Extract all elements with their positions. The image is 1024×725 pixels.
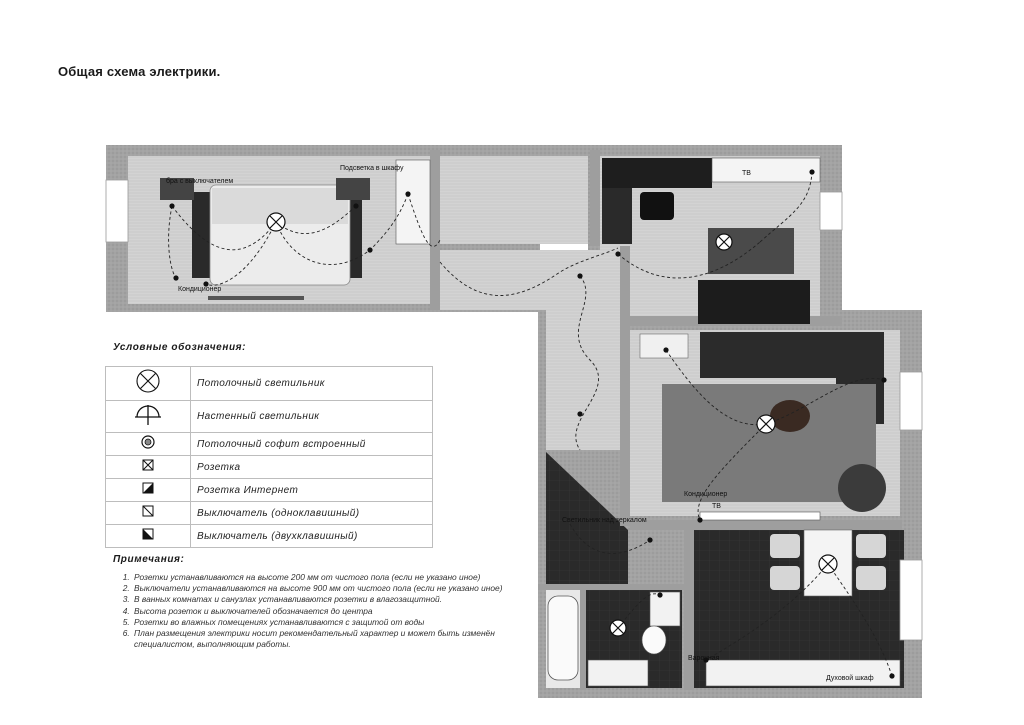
socket-icon <box>809 169 814 174</box>
note-item: 5. Розетки во влажных помещениях устанавливаются с защитой от воды <box>132 617 527 628</box>
socket-icon <box>663 347 668 352</box>
label-wardrobe-light: Подсветка в шкафу <box>340 165 404 172</box>
legend-label: Потолочный софит встроенный <box>191 433 433 456</box>
legend-title: Условные обозначения: <box>113 342 247 353</box>
wall-light-icon <box>133 401 163 427</box>
internet-socket-icon <box>141 481 155 495</box>
door-opening <box>540 244 588 250</box>
legend-label: Потолочный светильник <box>191 367 433 401</box>
plant <box>838 464 886 512</box>
legend-row <box>106 479 433 502</box>
bedside-right <box>336 178 370 200</box>
tv-unit-living <box>700 512 820 520</box>
socket-icon <box>889 673 894 678</box>
desk <box>602 158 712 188</box>
legend-row <box>106 502 433 525</box>
toilet <box>642 626 666 654</box>
legend-row <box>106 401 433 433</box>
legend-row <box>106 433 433 456</box>
sofa-study <box>698 280 810 324</box>
label-tv-study: ТВ <box>742 170 751 177</box>
socket-icon <box>141 458 155 472</box>
wardrobe <box>396 160 430 244</box>
note-item: 1. Розетки устанавливаются на высоте 200 мм от чистого пола (если не указано иное) <box>132 572 527 583</box>
socket-icon <box>697 517 702 522</box>
label-hall-light: Светильник над зеркалом <box>562 517 647 524</box>
ceiling-light-icon <box>133 367 163 395</box>
legend-row <box>106 456 433 479</box>
bedroom-radiator <box>208 296 304 300</box>
coffee-table <box>770 400 810 432</box>
label-washer: Варочная <box>688 655 720 662</box>
socket-icon <box>615 251 620 256</box>
label-oven: Духовой шкаф <box>826 675 874 682</box>
kitchen-counter <box>706 660 900 686</box>
note-item: 3. В ванных комнатах и санузлах устанавливаются розетки в влагозащитной. <box>132 594 527 605</box>
legend-label: Розетка Интернет <box>191 479 433 502</box>
note-item: 6. План размещения электрики носит рекомендательный характер и может быть изменён специалистом, выполняющим работы. <box>132 628 527 650</box>
single-switch-icon <box>141 504 155 518</box>
socket-icon <box>657 592 662 597</box>
page-title: Общая схема электрики. <box>58 64 221 79</box>
legend-label: Выключатель (одноклавишный) <box>191 502 433 525</box>
washing-machine <box>650 592 680 626</box>
legend-label: Настенный светильник <box>191 401 433 433</box>
ceiling-light-icon <box>267 213 285 231</box>
note-item: 4. Высота розеток и выключателей обозначается до центра <box>132 606 527 617</box>
ceiling-light-icon <box>610 620 626 636</box>
recessed-spotlight-icon <box>140 434 156 450</box>
legend-label: Выключатель (двухклавишный) <box>191 525 433 548</box>
socket-icon <box>881 377 886 382</box>
socket-icon <box>405 191 410 196</box>
notes-list <box>112 572 527 650</box>
label-tv-living: ТВ <box>712 503 721 510</box>
legend-row <box>106 525 433 548</box>
socket-icon <box>577 411 582 416</box>
socket-icon <box>173 275 178 280</box>
double-switch-icon <box>141 527 155 541</box>
socket-icon <box>367 247 372 252</box>
socket-icon <box>353 203 358 208</box>
label-bra: бра с выключателем <box>166 178 234 185</box>
label-ac-living: Кондиционер <box>684 491 728 498</box>
label-ac-bedroom: Кондиционер <box>178 286 222 293</box>
socket-icon <box>169 203 174 208</box>
ceiling-light-icon <box>716 234 732 250</box>
bathtub <box>548 596 578 680</box>
ceiling-light-icon <box>757 415 775 433</box>
legend-row <box>106 367 433 401</box>
corridor-top-floor <box>440 156 588 244</box>
socket-icon <box>647 537 652 542</box>
legend-table <box>105 366 433 548</box>
legend-label: Розетка <box>191 456 433 479</box>
ceiling-light-icon <box>819 555 837 573</box>
notes-title: Примечания: <box>113 554 185 565</box>
chair <box>640 192 674 220</box>
note-item: 2. Выключатели устанавливаются на высоте 900 мм от чистого пола (если не указано иное) <box>132 583 527 594</box>
socket-icon <box>577 273 582 278</box>
